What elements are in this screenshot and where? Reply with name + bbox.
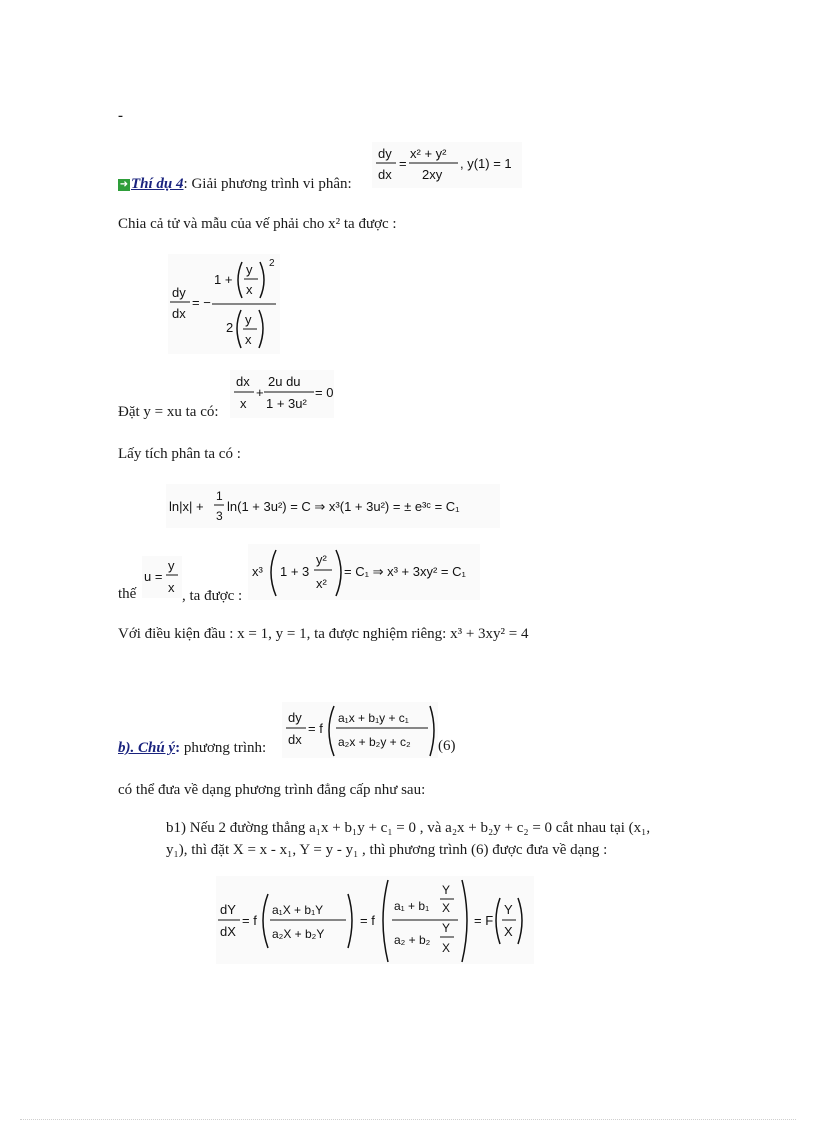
eq4-one: 1 xyxy=(216,489,223,503)
eq2-x-top: x xyxy=(246,282,253,297)
equation-3 xyxy=(230,370,334,418)
eq3-n2: 2u du xyxy=(268,374,301,389)
eq4-three: 3 xyxy=(216,509,223,523)
eq6-c: = C₁ ⇒ x³ + 3xy² = C₁ xyxy=(344,564,466,579)
example-colon: : xyxy=(183,176,188,192)
equation-1 xyxy=(372,142,522,188)
eq2-x-bot: x xyxy=(245,332,252,347)
eq8-top-Y: Y xyxy=(442,883,451,897)
eq7-f: = f xyxy=(308,721,323,736)
eq6-x2: x² xyxy=(316,576,327,591)
eq8-top-X: X xyxy=(442,901,451,915)
equation-6 xyxy=(248,544,480,600)
eq4-part-a: ln|x| + xyxy=(169,499,204,514)
eq1-condition: , y(1) = 1 xyxy=(460,156,512,171)
paragraph-substitution: Đặt y = xu ta có: xyxy=(118,404,219,420)
eq8-bot-X: X xyxy=(442,941,451,955)
eq1-rhs-num: x² + y² xyxy=(410,146,447,161)
eq8-frac-Y: Y xyxy=(504,902,513,917)
eq2-y-top: y xyxy=(246,262,253,277)
note-colon: : xyxy=(175,740,181,756)
eq3-eq: = 0 xyxy=(315,385,334,400)
eq8-num: dY xyxy=(220,902,236,917)
eq5-y: y xyxy=(168,558,175,573)
eq2-sign: = − xyxy=(192,295,211,310)
eq1-lhs-num: dy xyxy=(378,146,392,161)
paragraph-initial-condition: Với điều kiện đầu : x = 1, y = 1, ta được nghiệm riêng: x³ + 3xy² = 4 xyxy=(118,626,529,642)
eq8-f1: = f xyxy=(242,913,257,928)
eq6-b: 1 + 3 xyxy=(280,564,310,579)
paragraph-the: thế xyxy=(118,586,137,602)
example-heading xyxy=(118,176,352,193)
eq8-top2: a₁ + b₁ xyxy=(394,899,430,913)
eq3-n1: dx xyxy=(236,374,250,389)
equation-reference: (6) xyxy=(438,738,456,754)
eq1-rhs-den: 2xy xyxy=(422,167,443,182)
example-title-link[interactable]: Thí dụ 4 xyxy=(131,176,184,192)
eq2-num: dy xyxy=(172,285,186,300)
eq8-bot2: a₂ + b₂ xyxy=(394,933,431,947)
note-heading xyxy=(118,740,266,757)
b1-line-2: y₁), thì đặt X = x - x₁, Y = y - y₁ , thì phương trình (6) được đưa về dạng : xyxy=(166,842,608,858)
paragraph-integral: Lấy tích phân ta có : xyxy=(118,446,241,462)
note-text: phương trình: xyxy=(183,740,267,756)
equation-4 xyxy=(166,484,500,528)
eq2-den: dx xyxy=(172,306,186,321)
bullet-marker: - xyxy=(118,108,123,124)
eq4-part-b: ln(1 + 3u²) = C ⇒ x³(1 + 3u²) = ± e³ᶜ = C₁ xyxy=(227,499,460,514)
page-bottom-divider xyxy=(20,1119,796,1120)
eq3-plus: + xyxy=(256,385,264,400)
eq2-two: 2 xyxy=(226,320,234,335)
eq8-bot1: a₂X + b₂Y xyxy=(272,927,325,941)
b1-line-1: b1) Nếu 2 đường thẳng a₁x + b₁y + c₁ = 0 , và a₂x + b₂y + c₂ = 0 cắt nhau tại (x₁, xyxy=(166,820,651,836)
equation-8 xyxy=(216,876,534,964)
arrow-right-icon: ➜ xyxy=(119,179,129,190)
eq7-num: dy xyxy=(288,710,302,725)
eq8-frac-X: X xyxy=(504,924,513,939)
eq8-F: = F xyxy=(474,913,494,928)
eq1-lhs-den: dx xyxy=(378,167,392,182)
example-text: Giải phương trình vi phân: xyxy=(191,176,352,192)
svg-text:=: = xyxy=(399,156,407,171)
equation-5 xyxy=(142,556,182,598)
eq2-y-bot: y xyxy=(245,312,252,327)
eq6-y2: y² xyxy=(316,552,327,567)
eq6-a: x³ xyxy=(252,564,263,579)
note-label-link[interactable]: b). Chú ý xyxy=(118,740,176,756)
paragraph-reduce: có thể đưa về dạng phương trình đẳng cấp như sau: xyxy=(118,782,426,798)
eq3-d2: 1 + 3u² xyxy=(266,396,307,411)
eq7-top: a₁x + b₁y + c₁ xyxy=(338,711,409,725)
paragraph-get: , ta được : xyxy=(182,588,243,604)
paragraph-divide: Chia cả tử và mẫu của vế phải cho x² ta được : xyxy=(118,216,397,232)
eq8-f2: = f xyxy=(360,913,375,928)
eq8-bot-Y: Y xyxy=(442,921,451,935)
eq8-den: dX xyxy=(220,924,236,939)
eq3-d1: x xyxy=(240,396,247,411)
eq7-den: dx xyxy=(288,732,302,747)
equation-7 xyxy=(282,702,438,758)
eq7-bot: a₂x + b₂y + c₂ xyxy=(338,735,411,749)
eq2-one: 1 + xyxy=(214,272,233,287)
eq2-exp: 2 xyxy=(269,258,275,269)
eq5-u: u = xyxy=(144,569,163,584)
equation-2 xyxy=(168,254,280,354)
eq5-x: x xyxy=(168,580,175,595)
eq8-top1: a₁X + b₁Y xyxy=(272,903,324,917)
